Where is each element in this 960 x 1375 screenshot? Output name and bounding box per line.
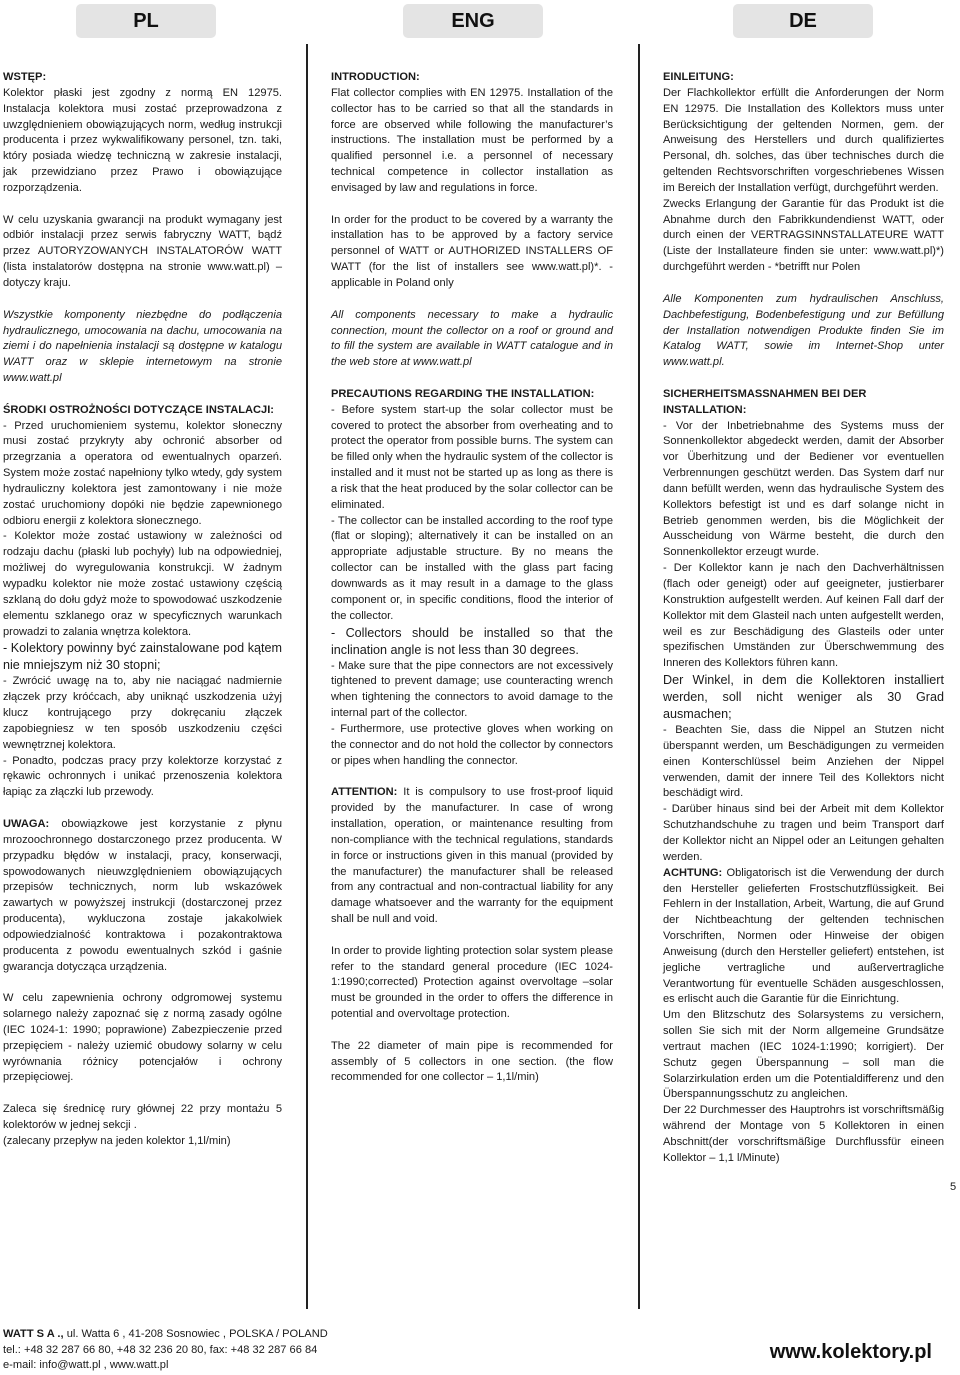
precaution-item: - Der Kollektor kann je nach den Dachverhältnissen (flach oder geneigt) oder auf geeigneter, justierbarer Konstruktion aufgestellt werden. Auf keinen Fall darf der Kollektor mit dem Glasteil nach unten aufgestellt werden, weil es zur Beschädigung des Glasteils oder unter spezifischen Umständen zur Überschwemmung des Inneren des Kollektors führen kann.: [663, 562, 944, 670]
intro-paragraph: Der Flachkollektor erfüllt die Anforderungen der Norm EN 12975. Die Installation des Kollektors muss unter Berücksichtigung der geltenden Normen, gem. der Anweisung des Herstellers und durch qualifiziertes Personal, dh. solches, das über technisches durch die geltenden Rechtsvorschriften vorgeschriebenes Wissen im Bereich der Installation verfügt, durchgeführt werden.: [663, 86, 944, 194]
email-label: e-mail:: [3, 1359, 40, 1371]
components-paragraph: All components necessary to make a hydraulic connection, mount the collector on a roof or ground and to fill the system are available in WATT catalogue and in the web store at www.watt.pl: [331, 308, 613, 369]
warning-label: UWAGA:: [3, 817, 50, 830]
precaution-item: - Przed uruchomieniem systemu, kolektor słoneczny musi zostać przykryty aby ochronić absorber od przegrzania a operatora od ewentualnych oparzeń. System może zostać napełniony tylko wtedy, gdy system hydrauliczny kolektora jest zamontowany i nie może zostać uruchomiony dopóki nie będzie zapewnionego odbioru energii z kolektora słonecznego.: [3, 419, 282, 527]
company-name: WATT S A .,: [3, 1328, 64, 1340]
warning-paragraph: [3, 817, 282, 975]
precaution-item: - Furthermore, use protective gloves when working on the connector and do not hold the collector by connectors or pipes when handling the connector.: [331, 722, 613, 767]
column-german: [663, 70, 944, 1167]
pipe-paragraph: Der 22 Durchmesser des Hauptrohrs ist vorschriftsmäßig während der Montage von 5 Kollektoren in einen Abschnitt(der vorschriftsmäßige Durchflussfür eineen Kollektor – 1,1 l/Minute): [663, 1104, 944, 1164]
website-link[interactable]: www.kolektory.pl: [769, 1341, 932, 1363]
precaution-item: - Kolektor może zostać ustawiony w zależności od rodzaju dachu (płaski lub pochyły) lub na odpowiedniej, możliwej do wyregulowania konstrukcji. W żadnym wypadku kolektor nie może zostać ustawiony częścią szklaną do dołu gdyż może to spowodować uszkodzenie elementu szklanego oraz w specyficznych warunkach prowadzi to zalania wnętrza kolektora.: [3, 530, 282, 638]
lightning-paragraph: W celu zapewnienia ochrony odgromowej systemu solarnego należy zapoznać się z normą zasady ogólne (IEC 1024-1: 1990; poprawione) Zabezpieczenie przed przepięciem - należy uziemić obudowy solarny w celu wyrównania różnicy potencjałów i ochrony przepięciowej.: [3, 992, 282, 1084]
precaution-item: - Darüber hinaus sind bei der Arbeit mit dem Kollektor Schutzhandschuhe zu tragen und beim Transport darf der Kollektor nicht an Nippel oder an Leitungen gehalten werden.: [663, 803, 944, 863]
intro-heading: EINLEITUNG:: [663, 71, 734, 83]
lightning-paragraph: Um den Blitzschutz des Solarsystems zu versichern, sollen Sie sich mit der Norm allgemeine Grundsätze vertraut machen (IEC 1024-1:1990; korrigiert). Der Schutz gegen Überspannung – soll man die Solarzirkulation erden um die Potentialdifferenz und den Überspannungsschutz zu angleichen.: [663, 1009, 944, 1101]
web-link[interactable]: www.watt.pl: [109, 1359, 169, 1371]
warning-text: obowiązkowe jest korzystanie z płynu mrozoochronnego dostarczonego przez producenta. W przypadku błędów w instalacji, pracy, konserwacji, spowodowanych nieuwzględnieniem obowiązujących przepisów technicznych, norm lub wskazówek zawartych w powyższej instrukcji (dostarczonej przez producenta), wykluczona zostaje jakakolwiek odpowiedzialność kontraktowa i pozakontraktowa producenta z powodu ewentualnych szkód i gaśnie gwarancja dotycząca urządzenia.: [3, 817, 282, 973]
flow-paragraph: (zalecany przepływ na jeden kolektor 1,1l/min): [3, 1134, 231, 1147]
warning-label: ACHTUNG:: [663, 866, 723, 879]
precaution-item: - Collectors should be installed so that the inclination angle is not less than 30 degrees.: [331, 625, 613, 657]
warning-text: Obligatorisch ist die Verwendung der durch den Hersteller gelieferten Frostschutzflüssigkeit. Bei Fehlern in der Installation, Arbeit, Wartung, die auf Grund der Nichtbeachtung der geltenden technischen Vorschriften, Normen oder Hinweise der obigen Anweisung (durch den Hersteller geliefert) entstehen, ist jegliche vertragliche und außervertragliche Verantwortung für eventuelle Schäden ausgeschlossen, es erlischt auch die Garantie für die Einrichtung.: [663, 866, 944, 1006]
precaution-item: - Beachten Sie, dass die Nippel an Stutzen nicht überspannt werden, um Beschädigungen zu vermeiden einen Konterschlüssel beim Anziehen der Nippel verwenden, damit der innere Teil des Kollektors nicht beschädigt wird.: [663, 724, 944, 800]
tab-eng[interactable]: ENG: [403, 4, 543, 38]
tab-pl[interactable]: PL: [76, 4, 216, 38]
intro-heading: INTRODUCTION:: [331, 71, 420, 83]
page-number: 5: [950, 1181, 957, 1193]
footer-address-line: [3, 1327, 328, 1343]
column-divider: [638, 44, 640, 1309]
precaution-item: - Kolektory powinny być zainstalowane pod kątem nie mniejszym niż 30 stopni;: [3, 641, 282, 673]
warranty-paragraph: W celu uzyskania gwarancji na produkt wymagany jest odbiór instalacji przez serwis fabryczny WATT, bądź przez AUTORYZOWANYCH INSTALATORÓW WATT (lista instalatorów dostępna na stronie www.watt.pl) – dotyczy kraju.: [3, 213, 282, 289]
email-link[interactable]: info@watt.pl: [39, 1359, 101, 1371]
warning-paragraph: [331, 785, 613, 928]
warning-text: It is compulsory to use frost-proof liquid provided by the manufacturer. In case of wrong installation, operation, or maintenance resulting from non-compliance with the technical regulations, standards in force or instructions given in this manual (provided by the manufacturer) the manufacturer shall be released from any contractual and non-contractual liability for any damage whatsoever and the warranty for the equipment shall be null and void.: [331, 786, 613, 926]
column-polish: [3, 70, 282, 1150]
warning-label: ATTENTION:: [331, 786, 398, 799]
components-paragraph: Wszystkie komponenty niezbędne do podłączenia hydraulicznego, umocowania na dachu, umocowania na ziemi i do napełnienia instalacji są dostępne w katalogu WATT oraz w sklepie internetowym na stronie www.watt.pl: [3, 308, 282, 385]
precaution-item: - Vor der Inbetriebnahme des Systems muss der Sonnenkollektor abgedeckt werden, damit der Absorber vor Überhitzung und der Bediener vor eventuellen Verbrennungen geschützt werden. Das System darf nur dann befüllt werden, wenn das hydraulische System des Kollektors befestigt ist und es darf solange nicht in Betrieb genommen werden, bis die Möglichkeit der Ausscheidung von Wärme besteht, die durch den Sonnenkollektor erzeugt wurde.: [663, 419, 944, 559]
lightning-paragraph: In order to provide lighting protection solar system please refer to the standard general procedure (IEC 1024-1:1990;corrected) Protection against overvoltage –solar must be grounded in the order to offers the difference in potential and overvoltage protection.: [331, 944, 613, 1021]
company-address: ul. Watta 6 , 41-208 Sosnowiec , POLSKA / POLAND: [63, 1328, 328, 1340]
footer-contact: [3, 1327, 328, 1374]
precaution-item: - Ponadto, podczas pracy przy kolektorze korzystać z rękawic ochronnych i unikać przenoszenia kolektora łapiąc za złączki lub przewody.: [3, 754, 282, 799]
intro-heading: WSTĘP:: [3, 71, 47, 83]
precaution-item: - Make sure that the pipe connectors are not excessively tightened to prevent damage; use counteracting wrench when tightening the connectors to avoid damage to the internal part of the collector.: [331, 659, 613, 720]
components-paragraph: Alle Komponenten zum hydraulischen Anschluss, Dachbefestigung, Bodenbefestigung und zur Befüllung der Installation notwendigen Produkte finden Sie im Katalog WATT, sowie im Internet-Shop unter www.watt.pl.: [663, 292, 944, 369]
precaution-item: - Before system start-up the solar collector must be covered to protect the absorber from overheating and to protect the operator from possible burns. The system can be filled only when the hydraulic system of the collector is installed and it must not be started up as long as there is a risk that the heat produced by the solar collector can be eliminated.: [331, 403, 613, 511]
pipe-paragraph: Zaleca się średnicę rury głównej 22 przy montażu 5 kolektorów w jednej sekcji .: [3, 1103, 282, 1131]
precaution-item: Der Winkel, in dem die Kollektoren installiert werden, soll nicht weniger als 30 Grad ausmachen;: [663, 673, 944, 722]
precautions-heading: ŚRODKI OSTROŻNOŚCI DOTYCZĄCE INSTALACJI:: [3, 403, 274, 416]
column-english: [331, 70, 613, 1102]
intro-paragraph: Kolektor płaski jest zgodny z normą EN 12975. Instalacja kolektora musi zostać przeprowadzona z uwzględnieniem obowiązujących norm, według instrukcji producenta i przez wykwalifikowany personel, tzn. taki, który posiada wiedzę techniczną w zakresie instalacji, jak przewidziano przez Prawo i obowiązujące rozporządzenia.: [3, 86, 282, 194]
column-divider: [306, 44, 308, 1309]
precautions-heading: SICHERHEITSMASSNAHMEN BEI DER INSTALLATION:: [663, 387, 867, 416]
footer-phones: tel.: +48 32 287 66 80, +48 32 236 20 80, fax: +48 32 287 66 84: [3, 1343, 318, 1356]
footer-email-line: [3, 1358, 328, 1374]
warranty-paragraph: In order for the product to be covered by a warranty the installation has to be approved by a factory service personnel of WATT or AUTHORIZED INSTALLERS OF WATT (for the list of installers see www.watt.pl)*. - applicable in Poland only: [331, 213, 613, 289]
precaution-item: - Zwrócić uwagę na to, aby nie naciągać nadmiernie złączek przy króćcach, aby uniknąć uszkodzenia użyj klucz kontrującego przy dokręcaniu złączek zapobiegniesz w ten sposób uszkodzeniu części wewnętrznej kolektora.: [3, 675, 282, 751]
precautions-heading: PRECAUTIONS REGARDING THE INSTALLATION:: [331, 387, 595, 400]
precaution-item: - The collector can be installed according to the roof type (flat or sloping); alternatively it can be installed on an appropriate adjustable structure. By no means the collector can be installed with the glass part facing downwards as it may result in a damage to the glass component or, in specific conditions, flood the interior of the collector.: [331, 514, 613, 622]
warning-paragraph: [663, 866, 944, 1009]
intro-paragraph: Flat collector complies with EN 12975. Installation of the collector has to be carried so that all the standards in force are observed while following the manufacturer’s instructions. The installation must be performed by a qualified personnel i.e. a personnel of necessary technical competence in collector installation as envisaged by law and regulations in force.: [331, 86, 613, 194]
separator: ,: [100, 1359, 110, 1371]
pipe-paragraph: The 22 diameter of main pipe is recommended for assembly of 5 collectors in one section. (the flow recommended for one collector – 1,1l/min): [331, 1039, 613, 1084]
tab-de[interactable]: DE: [733, 4, 873, 38]
warranty-paragraph: Zwecks Erlangung der Garantie für das Produkt ist die Abnahme durch den Fabrikkundendienst WATT, oder durch einen der VERTRAGSINNSTALLATEURE WATT (Liste der Installateure finden sie unter: www.watt.pl)*) durchgeführt werden - *betrifft nur Polen: [663, 197, 944, 274]
